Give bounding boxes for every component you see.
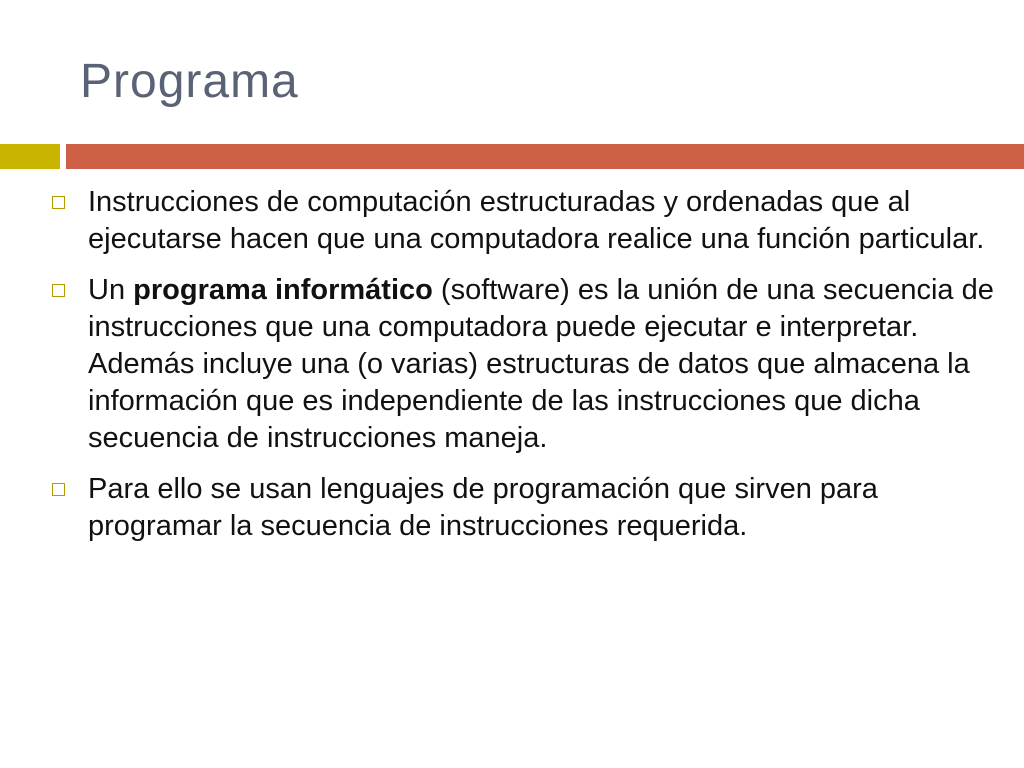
bullet-text-3: Para ello se usan lenguajes de programación que sirven para programar la secuencia de instrucciones requerida. xyxy=(88,473,878,542)
bullet-text-1: Instrucciones de computación estructuradas y ordenadas que al ejecutarse hacen que una computadora realice una función particular. xyxy=(88,186,985,255)
bullet-item-1 xyxy=(48,184,998,258)
square-bullet-icon xyxy=(52,196,65,209)
square-bullet-icon xyxy=(52,483,65,496)
bullet-item-3 xyxy=(48,471,998,545)
bullet-list xyxy=(48,184,998,559)
bullet-text-2-prefix: Un xyxy=(88,274,134,306)
bullet-text-2-emphasis: programa informático xyxy=(133,274,433,306)
slide-title: Programa xyxy=(80,55,299,108)
title-rule-accent-left xyxy=(0,144,60,169)
bullet-text-2-suffix: (software) es la unión de una secuencia de instrucciones que una computadora puede ejecutar e interpretar. Además incluye una (o varias) estructuras de datos que almacena la información que es independiente de las instrucciones que dicha secuencia de instrucciones maneja. xyxy=(88,274,994,454)
bullet-item-2 xyxy=(48,272,998,457)
title-rule-accent-right xyxy=(66,144,1024,169)
square-bullet-icon xyxy=(52,284,65,297)
